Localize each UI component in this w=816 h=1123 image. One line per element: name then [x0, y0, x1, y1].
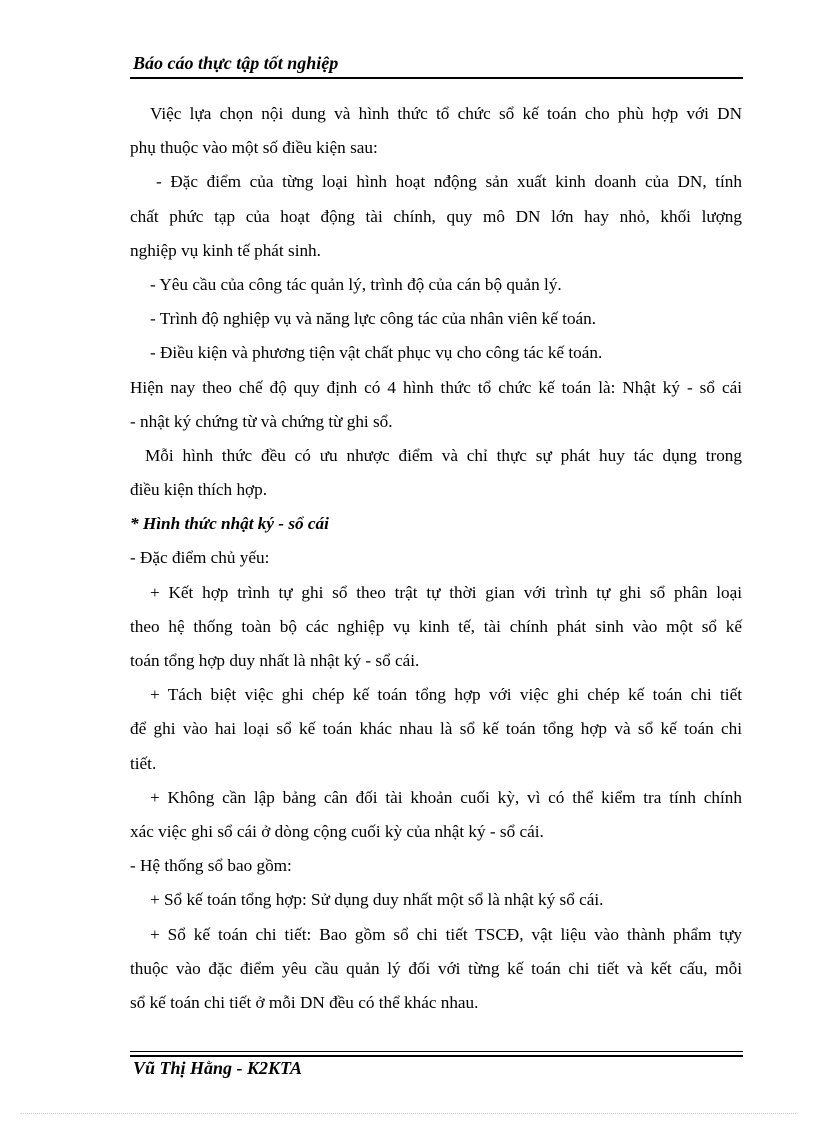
- header-title: Báo cáo thực tập tốt nghiệp: [133, 53, 339, 73]
- paragraph-line: - Hệ thống sổ bao gồm:: [130, 856, 292, 876]
- paragraph-line: + Kết hợp trình tự ghi sổ theo trật tự thời gian với trình tự ghi sổ phân loại: [150, 582, 742, 602]
- footer-rule-thin: [130, 1051, 743, 1052]
- paragraph-line: thuộc vào đặc điểm yêu cầu quản lý đối với từng kế toán chi tiết và kết cấu, mỗi: [130, 958, 742, 978]
- paragraph-line: Hiện nay theo chế độ quy định có 4 hình thức tổ chức kế toán là: Nhật ký - sổ cái: [130, 377, 742, 397]
- paragraph-line: nghiệp vụ kinh tế phát sinh.: [130, 240, 321, 260]
- header-rule: [130, 77, 743, 79]
- paragraph-line: - Trình độ nghiệp vụ và năng lực công tác của nhân viên kế toán.: [150, 309, 597, 329]
- paragraph-line: toán tổng hợp duy nhất là nhật ký - sổ cái.: [130, 651, 420, 670]
- footer-rule-thick: [130, 1055, 743, 1057]
- paragraph-line: sổ kế toán chi tiết ở mỗi DN đều có thể khác nhau.: [130, 992, 479, 1012]
- paragraph-line: để ghi vào hai loại sổ kế toán khác nhau là sổ kế toán tổng hợp và sổ kế toán chi: [130, 719, 742, 739]
- paragraph-line: + Sổ kế toán tổng hợp: Sử dụng duy nhất một sổ là nhật ký sổ cái.: [150, 890, 604, 910]
- paragraph-line: - Điều kiện và phương tiện vật chất phục vụ cho công tác kế toán.: [150, 343, 603, 363]
- paragraph-line: - Đặc điểm chủ yếu:: [130, 548, 270, 568]
- paragraph-line: + Sổ kế toán chi tiết: Bao gồm sổ chi tiết TSCĐ, vật liệu vào thành phẩm tựy: [150, 924, 742, 944]
- paragraph-line: + Không cần lập bảng cân đối tài khoản cuối kỳ, vì có thể kiểm tra tính chính: [150, 787, 742, 807]
- paragraph-line: xác việc ghi sổ cái ở dòng cộng cuối kỳ của nhật ký - sổ cái.: [130, 821, 544, 841]
- paragraph-line: - Yêu cầu của công tác quản lý, trình độ của cán bộ quản lý.: [150, 274, 562, 294]
- document-body: [130, 97, 742, 1020]
- paragraph-line: theo hệ thống toàn bộ các nghiệp vụ kinh tế, tài chính phát sinh vào một sổ kế: [130, 616, 742, 636]
- paragraph-line: điều kiện thích hợp.: [130, 480, 268, 500]
- paragraph-line: - Đặc điểm của từng loại hình hoạt nđộng sản xuất kinh doanh của DN, tính: [156, 172, 742, 192]
- paragraph-line: - nhật ký chứng từ và chứng từ ghi sổ.: [130, 411, 393, 431]
- paragraph-line: tiết.: [130, 753, 157, 773]
- section-heading: * Hình thức nhật ký - sổ cái: [130, 514, 329, 534]
- paragraph-line: Mỗi hình thức đều có ưu nhược điểm và chỉ thực sự phát huy tác dụng trong: [145, 445, 742, 465]
- page-bottom-dotted-rule: [20, 1113, 796, 1114]
- paragraph-line: + Tách biệt việc ghi chép kế toán tổng hợp với việc ghi chép kế toán chi tiết: [150, 685, 742, 705]
- paragraph-line: Việc lựa chọn nội dung và hình thức tổ chức sổ kế toán cho phù hợp với DN: [150, 104, 742, 123]
- paragraph-line: phụ thuộc vào một số điều kiện sau:: [130, 138, 378, 158]
- paragraph-line: chất phức tạp của hoạt động tài chính, quy mô DN lớn hay nhỏ, khối lượng: [130, 206, 742, 226]
- footer-author: Vũ Thị Hằng - K2KTA: [133, 1058, 303, 1078]
